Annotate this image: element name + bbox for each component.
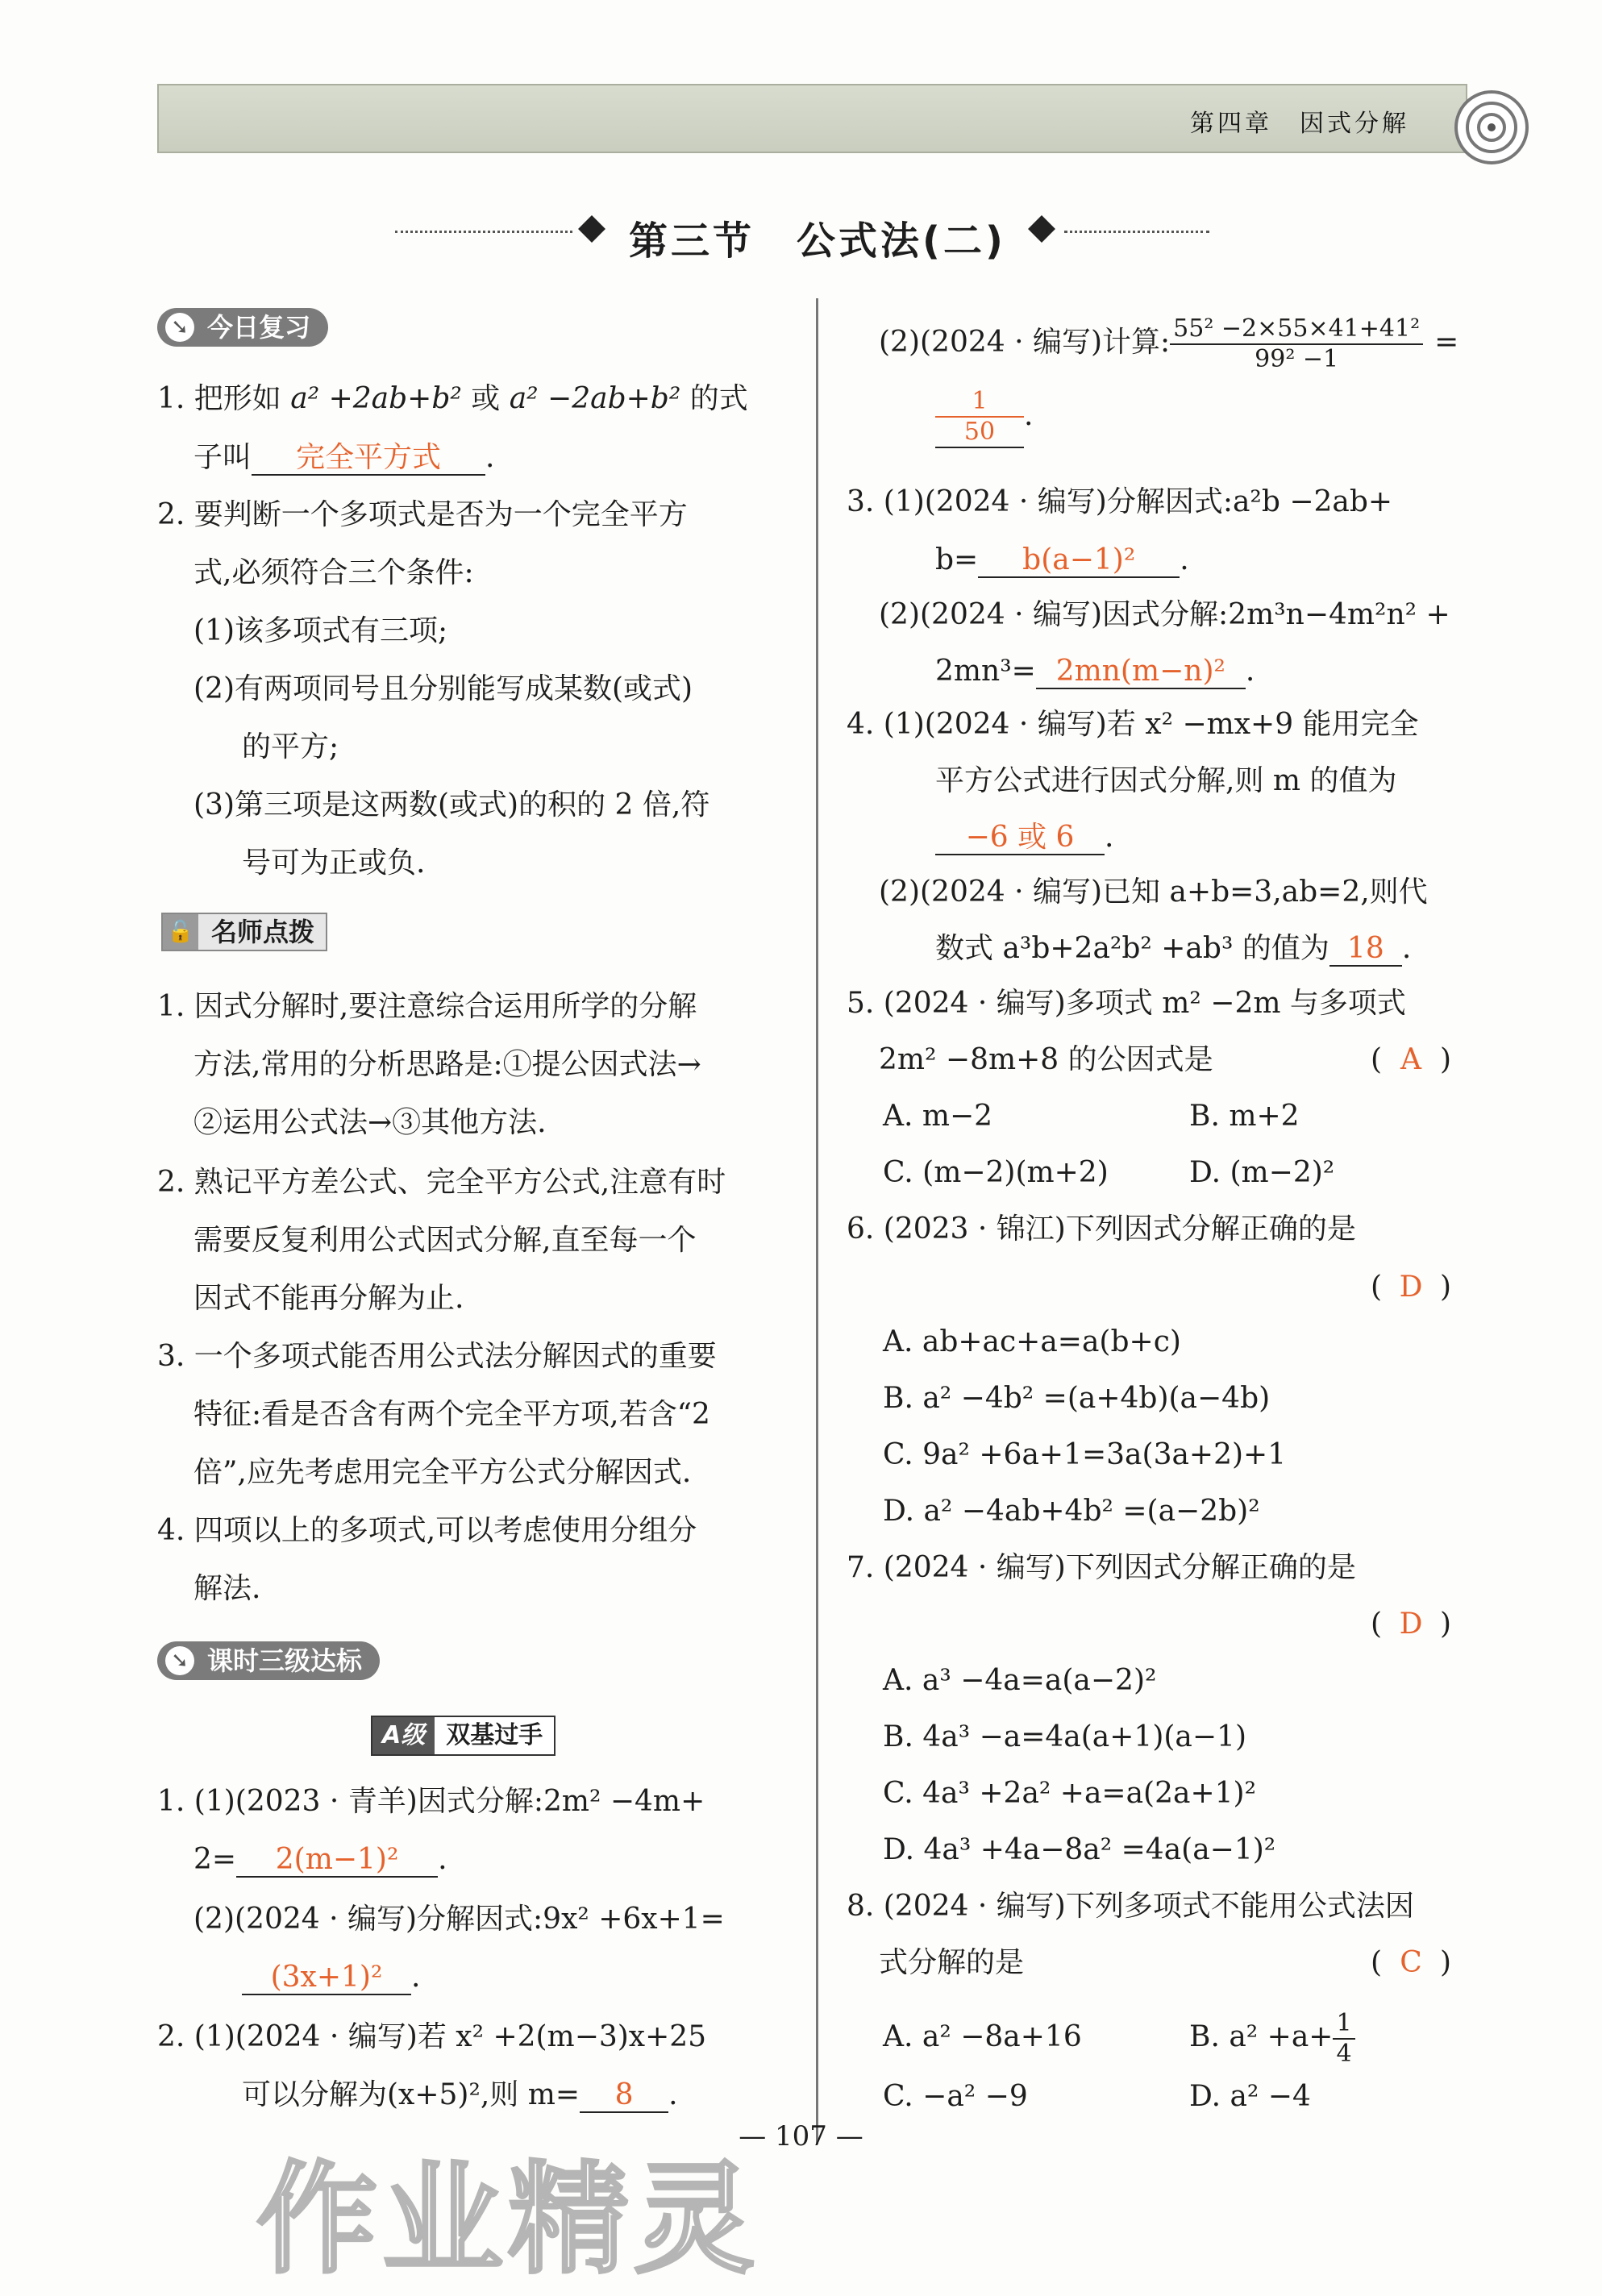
review-q1-text: 1. 把形如: [157, 382, 291, 415]
review-q2-line2: 式,必须符合三个条件:: [193, 556, 474, 589]
q1-2-line2: [242, 1959, 420, 1996]
choice-answer: A: [1400, 1043, 1422, 1076]
diamond-icon: [1028, 215, 1055, 243]
q1-2-line1: (2)(2024 · 编写)分解因式:9x² +6x+1=: [193, 1903, 725, 1936]
period: .: [485, 441, 495, 474]
answer-blank: 2(m−1)²: [236, 1844, 438, 1878]
period: .: [1180, 543, 1189, 576]
level-tag: A级: [372, 1717, 435, 1754]
period: .: [1024, 399, 1034, 432]
fraction-denominator: 50: [963, 418, 996, 446]
review-q2-cond2a: (2)有两项同号且分别能写成某数(或式): [193, 672, 693, 705]
tip4-line1: 4. 四项以上的多项式,可以考虑使用分组分: [157, 1514, 697, 1547]
q2-2-line2: [935, 387, 1033, 448]
tip1-line3: ②运用公式法→③其他方法.: [193, 1106, 547, 1139]
q5-line2: 2m² −8m+8 的公因式是: [879, 1043, 1213, 1076]
q8-answer: [1371, 1945, 1451, 1982]
equals-sign: =: [1434, 326, 1459, 359]
period: .: [668, 2078, 678, 2111]
review-badge: [157, 308, 328, 347]
q4-2-text: 数式 a³b+2a²b² +ab³ 的值为: [935, 932, 1329, 965]
answer-fraction: [935, 387, 1024, 448]
q5-line1: 5. (2024 · 编写)多项式 m² −2m 与多项式: [847, 987, 1406, 1020]
q7-option-d: D. 4a³ +4a−8a² =4a(a−1)²: [883, 1833, 1276, 1866]
answer-blank: 完全平方式: [252, 442, 485, 476]
choice-answer: D: [1399, 1271, 1423, 1304]
tips-badge: [161, 913, 327, 951]
answer-blank: −6 或 6: [935, 821, 1105, 855]
q2-2-fraction: [1170, 314, 1423, 374]
q2-1-text: 可以分解为(x+5)²,则 m=: [242, 2078, 580, 2111]
q5-option-d: D. (m−2)²: [1189, 1156, 1335, 1189]
practice-badge-label: 课时三级达标: [207, 1645, 363, 1676]
period: .: [1105, 821, 1114, 854]
fraction-numerator: 55² −2×55×41+41²: [1170, 314, 1423, 345]
answer-blank: 2mn(m−n)²: [1036, 655, 1246, 689]
period: .: [411, 1961, 421, 1994]
q6-option-d: D. a² −4ab+4b² =(a−2b)²: [883, 1495, 1260, 1528]
review-badge-label: 今日复习: [207, 312, 311, 343]
q7-option-b: B. 4a³ −a=4a(a+1)(a−1): [883, 1720, 1246, 1753]
q4-1-line3: [935, 819, 1113, 856]
q8-option-c: C. −a² −9: [883, 2080, 1028, 2113]
review-q2-cond3a: (3)第三项是这两数(或式)的积的 2 倍,符: [193, 788, 710, 821]
q5-option-b: B. m+2: [1189, 1100, 1300, 1133]
paren: ): [1440, 1271, 1452, 1304]
answer-blank: (3x+1)²: [242, 1961, 411, 1995]
tip2-line1: 2. 熟记平方差公式、完全平方公式,注意有时: [157, 1166, 726, 1199]
q4-1-line2: 平方公式进行因式分解,则 m 的值为: [935, 764, 1397, 797]
q6-option-c: C. 9a² +6a+1=3a(3a+2)+1: [883, 1438, 1287, 1471]
tips-badge-label: 名师点拨: [211, 917, 315, 947]
review-q2-cond2b: 的平方;: [242, 730, 339, 763]
q8-line1: 8. (2024 · 编写)下列多项式不能用公式法因: [847, 1890, 1414, 1923]
q7-answer: [1371, 1606, 1451, 1643]
tip2-line2: 需要反复利用公式因式分解,直至每一个: [193, 1224, 697, 1257]
q3-1-text: b=: [935, 543, 979, 576]
review-q1-or: 或: [461, 382, 510, 415]
section-title: [395, 202, 1209, 266]
q5-option-c: C. (m−2)(m+2): [883, 1156, 1109, 1189]
paren: (: [1371, 1271, 1383, 1304]
q2-1-line1: 2. (1)(2024 · 编写)若 x² +2(m−3)x+25: [157, 2020, 707, 2053]
level-title: 双基过手: [446, 1721, 543, 1749]
fraction-numerator: 1: [935, 387, 1024, 418]
review-q1-tail: 的式: [680, 382, 748, 415]
practice-badge: [157, 1641, 380, 1680]
review-q2-cond1: (1)该多项式有三项;: [193, 614, 448, 647]
answer-blank: 8: [580, 2079, 668, 2113]
paren: ): [1440, 1043, 1452, 1076]
fraction-denominator: 4: [1336, 2040, 1352, 2068]
tip3-line3: 倍”,应先考虑用完全平方公式分解因式.: [193, 1456, 692, 1489]
period: .: [438, 1843, 447, 1876]
choice-answer: C: [1400, 1946, 1422, 1979]
review-q1-formula1: a² +2ab+b²: [290, 382, 462, 415]
tip1-line2: 方法,常用的分析思路是:①提公因式法→: [193, 1048, 701, 1081]
q5-answer: [1371, 1042, 1451, 1079]
title-dots-right: [1064, 231, 1209, 233]
q8-option-a: A. a² −8a+16: [883, 2020, 1082, 2053]
q7-option-a: A. a³ −4a=a(a−2)²: [883, 1664, 1157, 1697]
q6-option-a: A. ab+ac+a=a(b+c): [883, 1325, 1181, 1358]
tip3-line1: 3. 一个多项式能否用公式法分解因式的重要: [157, 1340, 717, 1373]
review-q1-line2: [193, 439, 494, 476]
arrow-circle-icon: ➘: [165, 313, 194, 342]
period: .: [1401, 932, 1412, 965]
level-badge: [371, 1716, 555, 1756]
column-divider: [816, 298, 818, 2144]
q8-line2: 式分解的是: [879, 1946, 1025, 1979]
fraction-numerator: 1: [1333, 2009, 1354, 2040]
q2-1-line2: [242, 2077, 678, 2114]
review-q2-cond3b: 号可为正或负.: [242, 846, 426, 880]
q8-option-d: D. a² −4: [1189, 2080, 1311, 2113]
review-q1-text2: 子叫: [193, 441, 252, 474]
q5-option-a: A. m−2: [883, 1100, 993, 1133]
q7-option-c: C. 4a³ +2a² +a=a(2a+1)²: [883, 1777, 1257, 1810]
title-dots-left: [395, 231, 572, 233]
answer-blank: b(a−1)²: [978, 544, 1180, 578]
q3-2-text: 2mn³=: [935, 655, 1036, 688]
q4-2-line2: [935, 930, 1411, 967]
page-number: — 107 —: [739, 2120, 863, 2152]
page-title: 第三节 公式法(二): [629, 218, 1006, 264]
q2-2-line1: [879, 314, 1458, 374]
q6-answer: [1371, 1269, 1451, 1306]
review-q2-line1: 2. 要判断一个多项式是否为一个完全平方: [157, 498, 688, 531]
paren: ): [1440, 1608, 1452, 1641]
tip2-line3: 因式不能再分解为止.: [193, 1282, 464, 1315]
q3-1-line1: 3. (1)(2024 · 编写)分解因式:a²b −2ab+: [847, 485, 1393, 518]
review-q1-formula2: a² −2ab+b²: [509, 382, 681, 415]
lock-icon: 🔓: [163, 914, 198, 950]
choice-answer: D: [1399, 1608, 1423, 1641]
q3-2-line2: [935, 653, 1255, 690]
arrow-circle-icon: ➘: [165, 1646, 194, 1675]
q8-option-b-fraction: [1333, 2009, 1354, 2069]
q4-1-line1: 4. (1)(2024 · 编写)若 x² −mx+9 能用完全: [847, 708, 1419, 741]
q8-option-b-text: B. a² +a+: [1189, 2020, 1334, 2053]
target-icon: [1451, 87, 1532, 168]
paren: (: [1371, 1608, 1383, 1641]
answer-blank: 18: [1329, 933, 1402, 967]
q1-1-text: 2=: [193, 1843, 237, 1876]
review-q1-line1: [157, 381, 748, 418]
q1-1-line1: 1. (1)(2023 · 青羊)因式分解:2m² −4m+: [157, 1785, 705, 1818]
chapter-label: 第四章 因式分解: [1190, 110, 1409, 138]
q6-option-b: B. a² −4b² =(a+4b)(a−4b): [883, 1382, 1271, 1415]
chapter-header-bar: [157, 84, 1467, 153]
paren: (: [1371, 1946, 1383, 1979]
paren: ): [1440, 1946, 1452, 1979]
fraction-denominator: 99² −1: [1255, 345, 1339, 373]
tip4-line2: 解法.: [193, 1572, 261, 1605]
q6-line1: 6. (2023 · 锦江)下列因式分解正确的是: [847, 1212, 1356, 1246]
q8-option-b: [1189, 2009, 1355, 2069]
diamond-icon: [578, 215, 605, 243]
paren: (: [1371, 1043, 1383, 1076]
tip3-line2: 特征:看是否含有两个完全平方项,若含“2: [193, 1398, 710, 1431]
q2-2-text: (2)(2024 · 编写)计算:: [879, 326, 1171, 359]
q1-1-line2: [193, 1841, 447, 1878]
period: .: [1245, 655, 1255, 688]
q7-line1: 7. (2024 · 编写)下列因式分解正确的是: [847, 1551, 1356, 1584]
q3-2-line1: (2)(2024 · 编写)因式分解:2m³n−4m²n² +: [879, 598, 1450, 631]
q4-2-line1: (2)(2024 · 编写)已知 a+b=3,ab=2,则代: [879, 876, 1428, 909]
tip1-line1: 1. 因式分解时,要注意综合运用所学的分解: [157, 990, 697, 1023]
q3-1-line2: [935, 542, 1189, 579]
watermark-logo: 作业精灵: [256, 2150, 760, 2290]
